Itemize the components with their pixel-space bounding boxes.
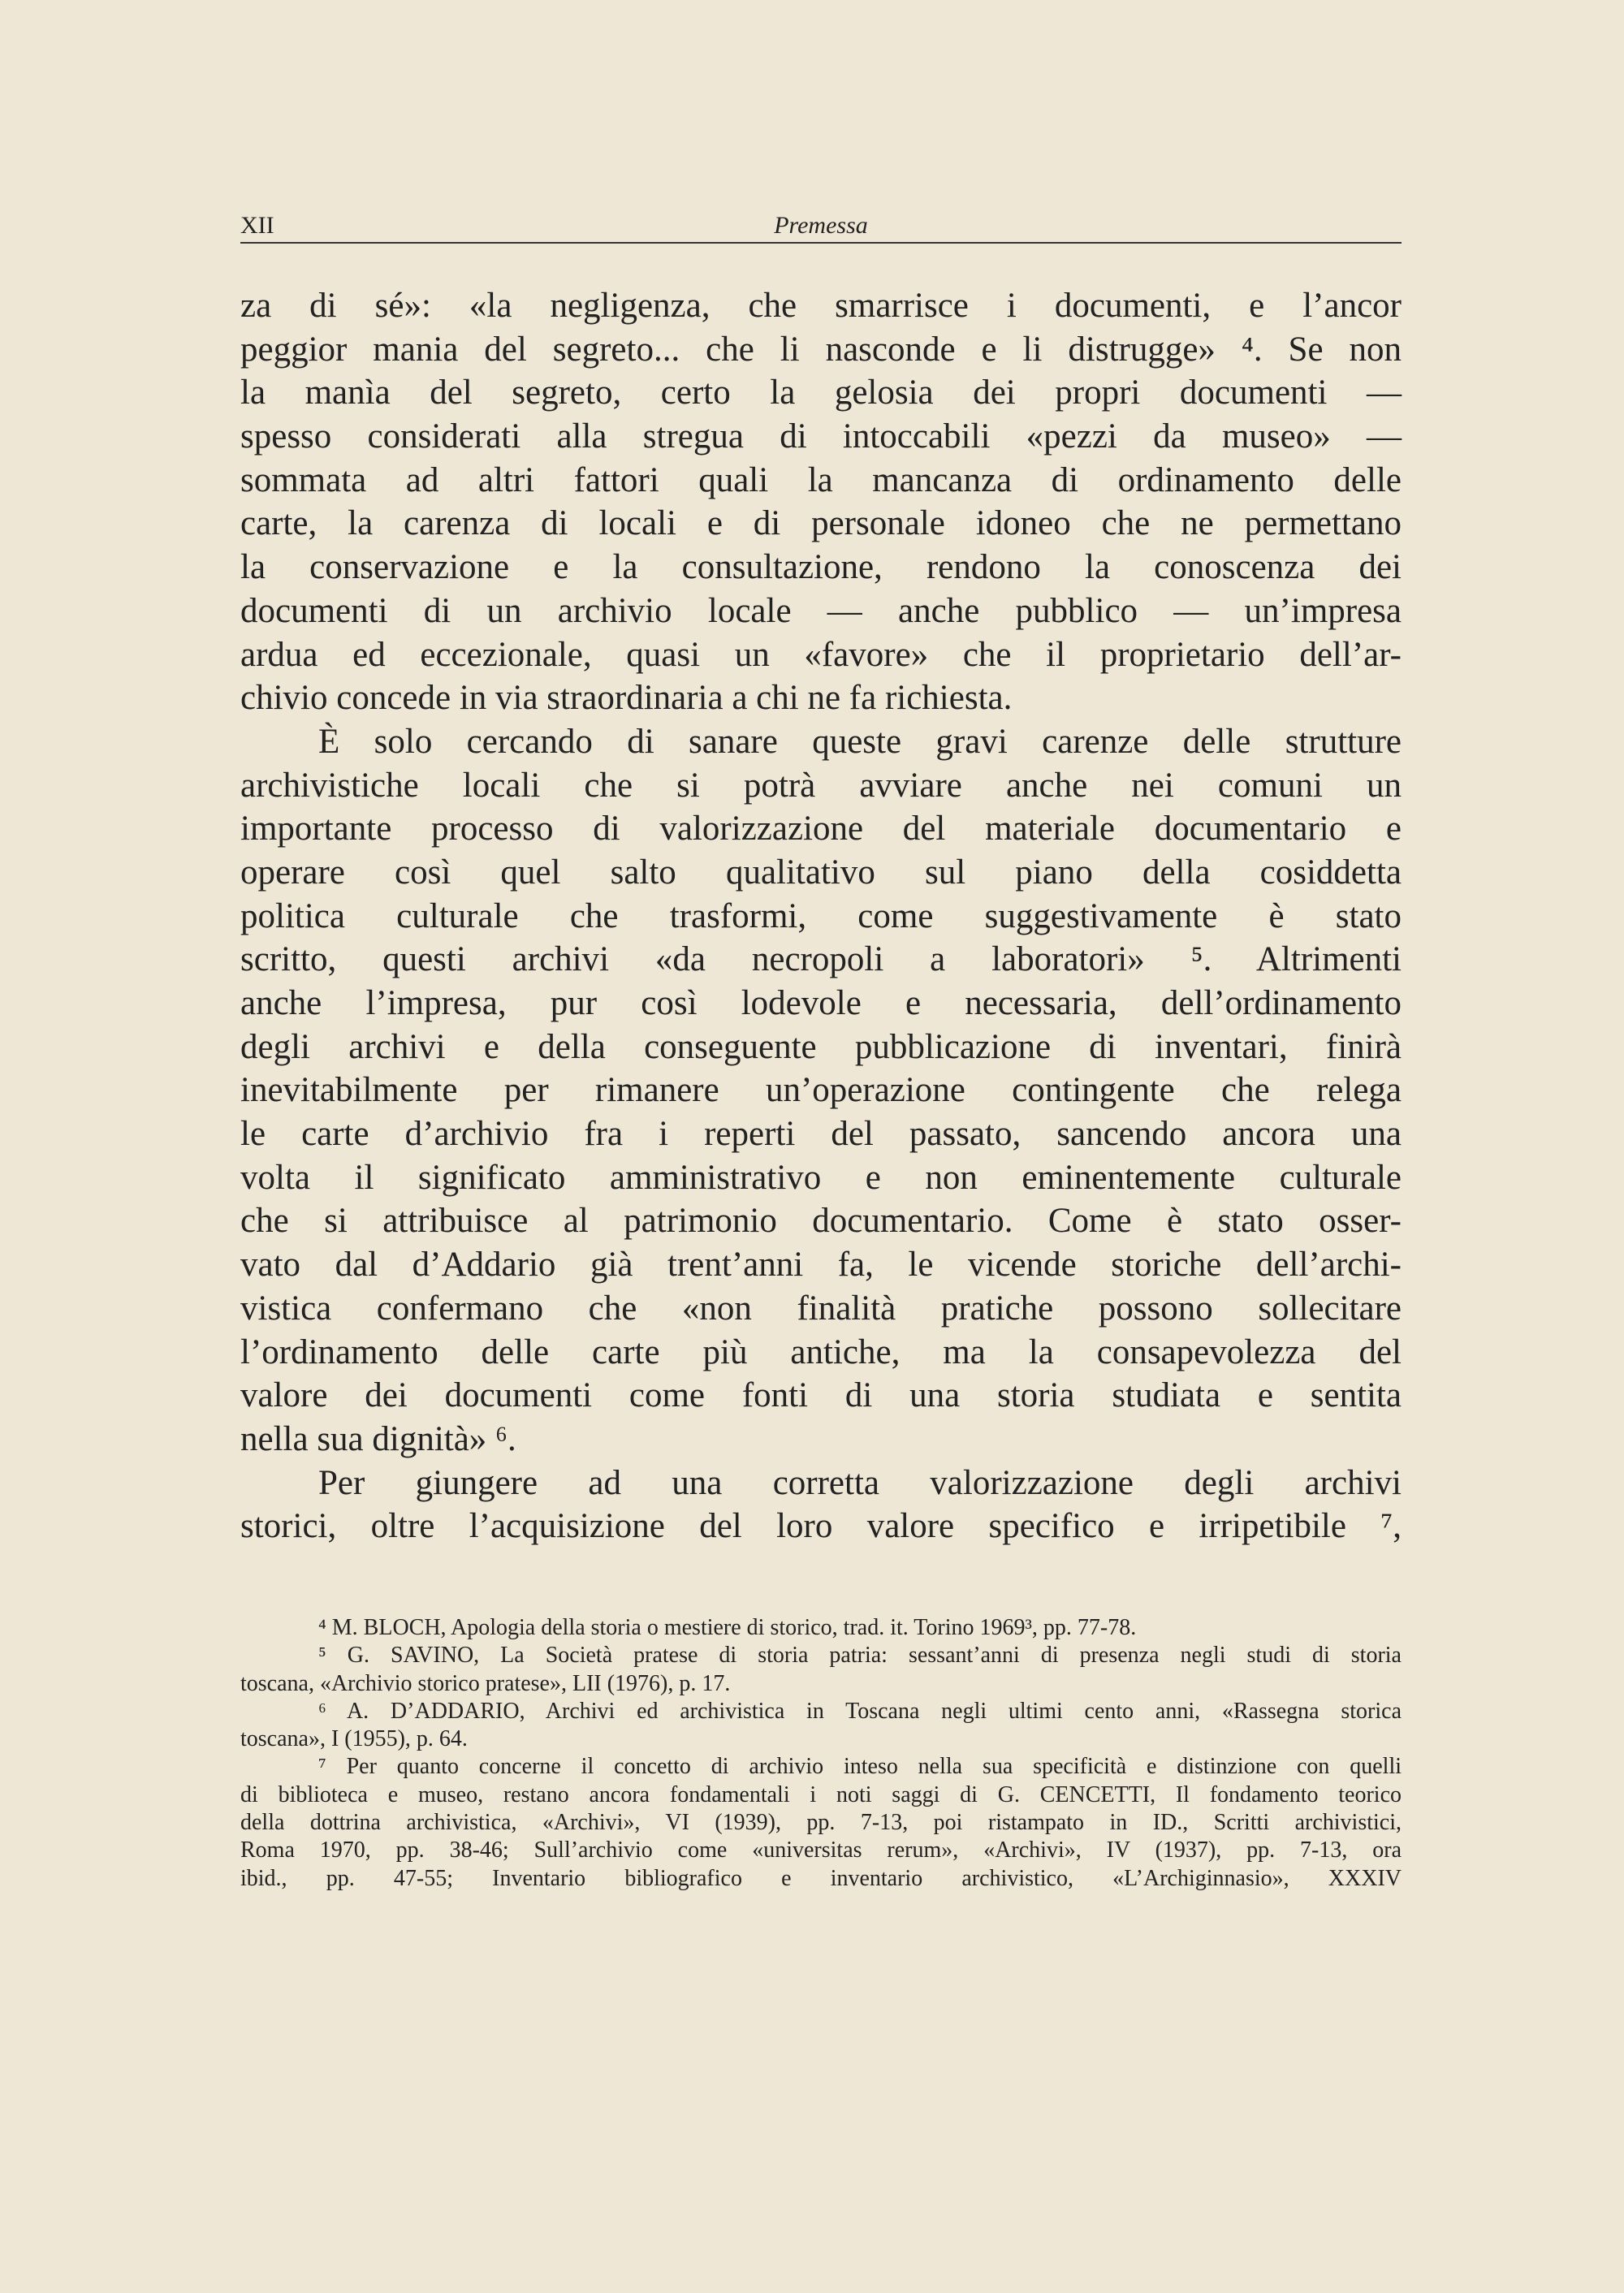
body-line: volta il significato amministrativo e non eminentemente culturale (240, 1158, 1402, 1197)
body-line: degli archivi e della conseguente pubblicazione di inventari, finirà (240, 1027, 1402, 1066)
body-line: le carte d’archivio fra i reperti del passato, sancendo ancora una (240, 1115, 1402, 1154)
body-line: archivistiche locali che si potrà avviare anche nei comuni un (240, 766, 1402, 805)
footnote-line: ibid., pp. 47-55; Inventario bibliografico e inventario archivistico, «L’Archiginnasio», XXXIV (240, 1865, 1402, 1891)
body-line: storici, oltre l’acquisizione del loro valore specifico e irripetibile ⁷, (240, 1507, 1402, 1546)
body-line: l’ordinamento delle carte più antiche, ma la consapevolezza del (240, 1332, 1402, 1371)
body-line: anche l’impresa, pur così lodevole e necessaria, dell’ordinamento (240, 984, 1402, 1022)
footnote-line: della dottrina archivistica, «Archivi», VI (1939), pp. 7-13, poi ristampato in ID., Scritti archivistici, (240, 1810, 1402, 1836)
footnote-line: ⁷ Per quanto concerne il concetto di archivio inteso nella sua specificità e distinzione con quelli (318, 1754, 1402, 1780)
body-line: ardua ed eccezionale, quasi un «favore» che il proprietario dell’ar- (240, 635, 1402, 674)
body-line: carte, la carenza di locali e di personale idoneo che ne permettano (240, 504, 1402, 543)
footnote-line: toscana, «Archivio storico pratese», LII (1976), p. 17. (240, 1670, 731, 1696)
footnote-line: di biblioteca e museo, restano ancora fondamentali i noti saggi di G. CENCETTI, Il fondamento teorico (240, 1781, 1402, 1807)
body-line: inevitabilmente per rimanere un’operazione contingente che relega (240, 1071, 1402, 1110)
footnotes (240, 1614, 1402, 1893)
running-header (240, 209, 1402, 244)
body-line: operare così quel salto qualitativo sul piano della cosiddetta (240, 853, 1402, 892)
body-line: Per giungere ad una corretta valorizzazione degli archivi (318, 1463, 1402, 1502)
body-line: valore dei documenti come fonti di una storia studiata e sentita (240, 1376, 1402, 1415)
body-line: chivio concede in via straordinaria a chi ne fa richiesta. (240, 679, 1013, 718)
body-line: documenti di un archivio locale — anche pubblico — un’impresa (240, 591, 1402, 630)
body-line: spesso considerati alla stregua di intoccabili «pezzi da museo» — (240, 417, 1402, 456)
body-line: za di sé»: «la negligenza, che smarrisce i documenti, e l’ancor (240, 287, 1402, 325)
body-line: vato dal d’Addario già trent’anni fa, le vicende storiche dell’archi- (240, 1246, 1402, 1285)
footnote-line: ⁵ G. SAVINO, La Società pratese di storia patria: sessant’anni di presenza negli studi di storia (318, 1643, 1402, 1669)
body-line: scritto, questi archivi «da necropoli a laboratori» ⁵. Altrimenti (240, 940, 1402, 979)
body-line: vistica confermano che «non finalità pratiche possono sollecitare (240, 1289, 1402, 1328)
body-line: nella sua dignità» ⁶. (240, 1419, 516, 1458)
body-line: È solo cercando di sanare queste gravi carenze delle strutture (318, 722, 1402, 761)
running-title: Premessa (774, 212, 868, 239)
footnote-line: Roma 1970, pp. 38-46; Sull’archivio come «universitas rerum», «Archivi», IV (1937), pp. 7-13, ora (240, 1837, 1402, 1863)
body-line: peggior mania del segreto... che li nasconde e li distrugge» ⁴. Se non (240, 330, 1402, 369)
footnote-line: ⁴ M. BLOCH, Apologia della storia o mestiere di storico, trad. it. Torino 1969³, pp. 77-78. (318, 1615, 1137, 1640)
body-line: importante processo di valorizzazione del materiale documentario e (240, 810, 1402, 849)
body-line: che si attribuisce al patrimonio documentario. Come è stato osser- (240, 1202, 1402, 1241)
body-text (240, 284, 1402, 1548)
page-number: XII (240, 212, 274, 239)
body-line: la conservazione e la consultazione, rendono la conoscenza dei (240, 548, 1402, 587)
footnote-line: toscana», I (1955), p. 64. (240, 1726, 468, 1752)
footnote-line: ⁶ A. D’ADDARIO, Archivi ed archivistica in Toscana negli ultimi cento anni, «Rassegna storica (318, 1698, 1402, 1724)
body-line: sommata ad altri fattori quali la mancanza di ordinamento delle (240, 460, 1402, 499)
body-line: la manìa del segreto, certo la gelosia dei propri documenti — (240, 374, 1402, 412)
body-line: politica culturale che trasformi, come suggestivamente è stato (240, 896, 1402, 935)
